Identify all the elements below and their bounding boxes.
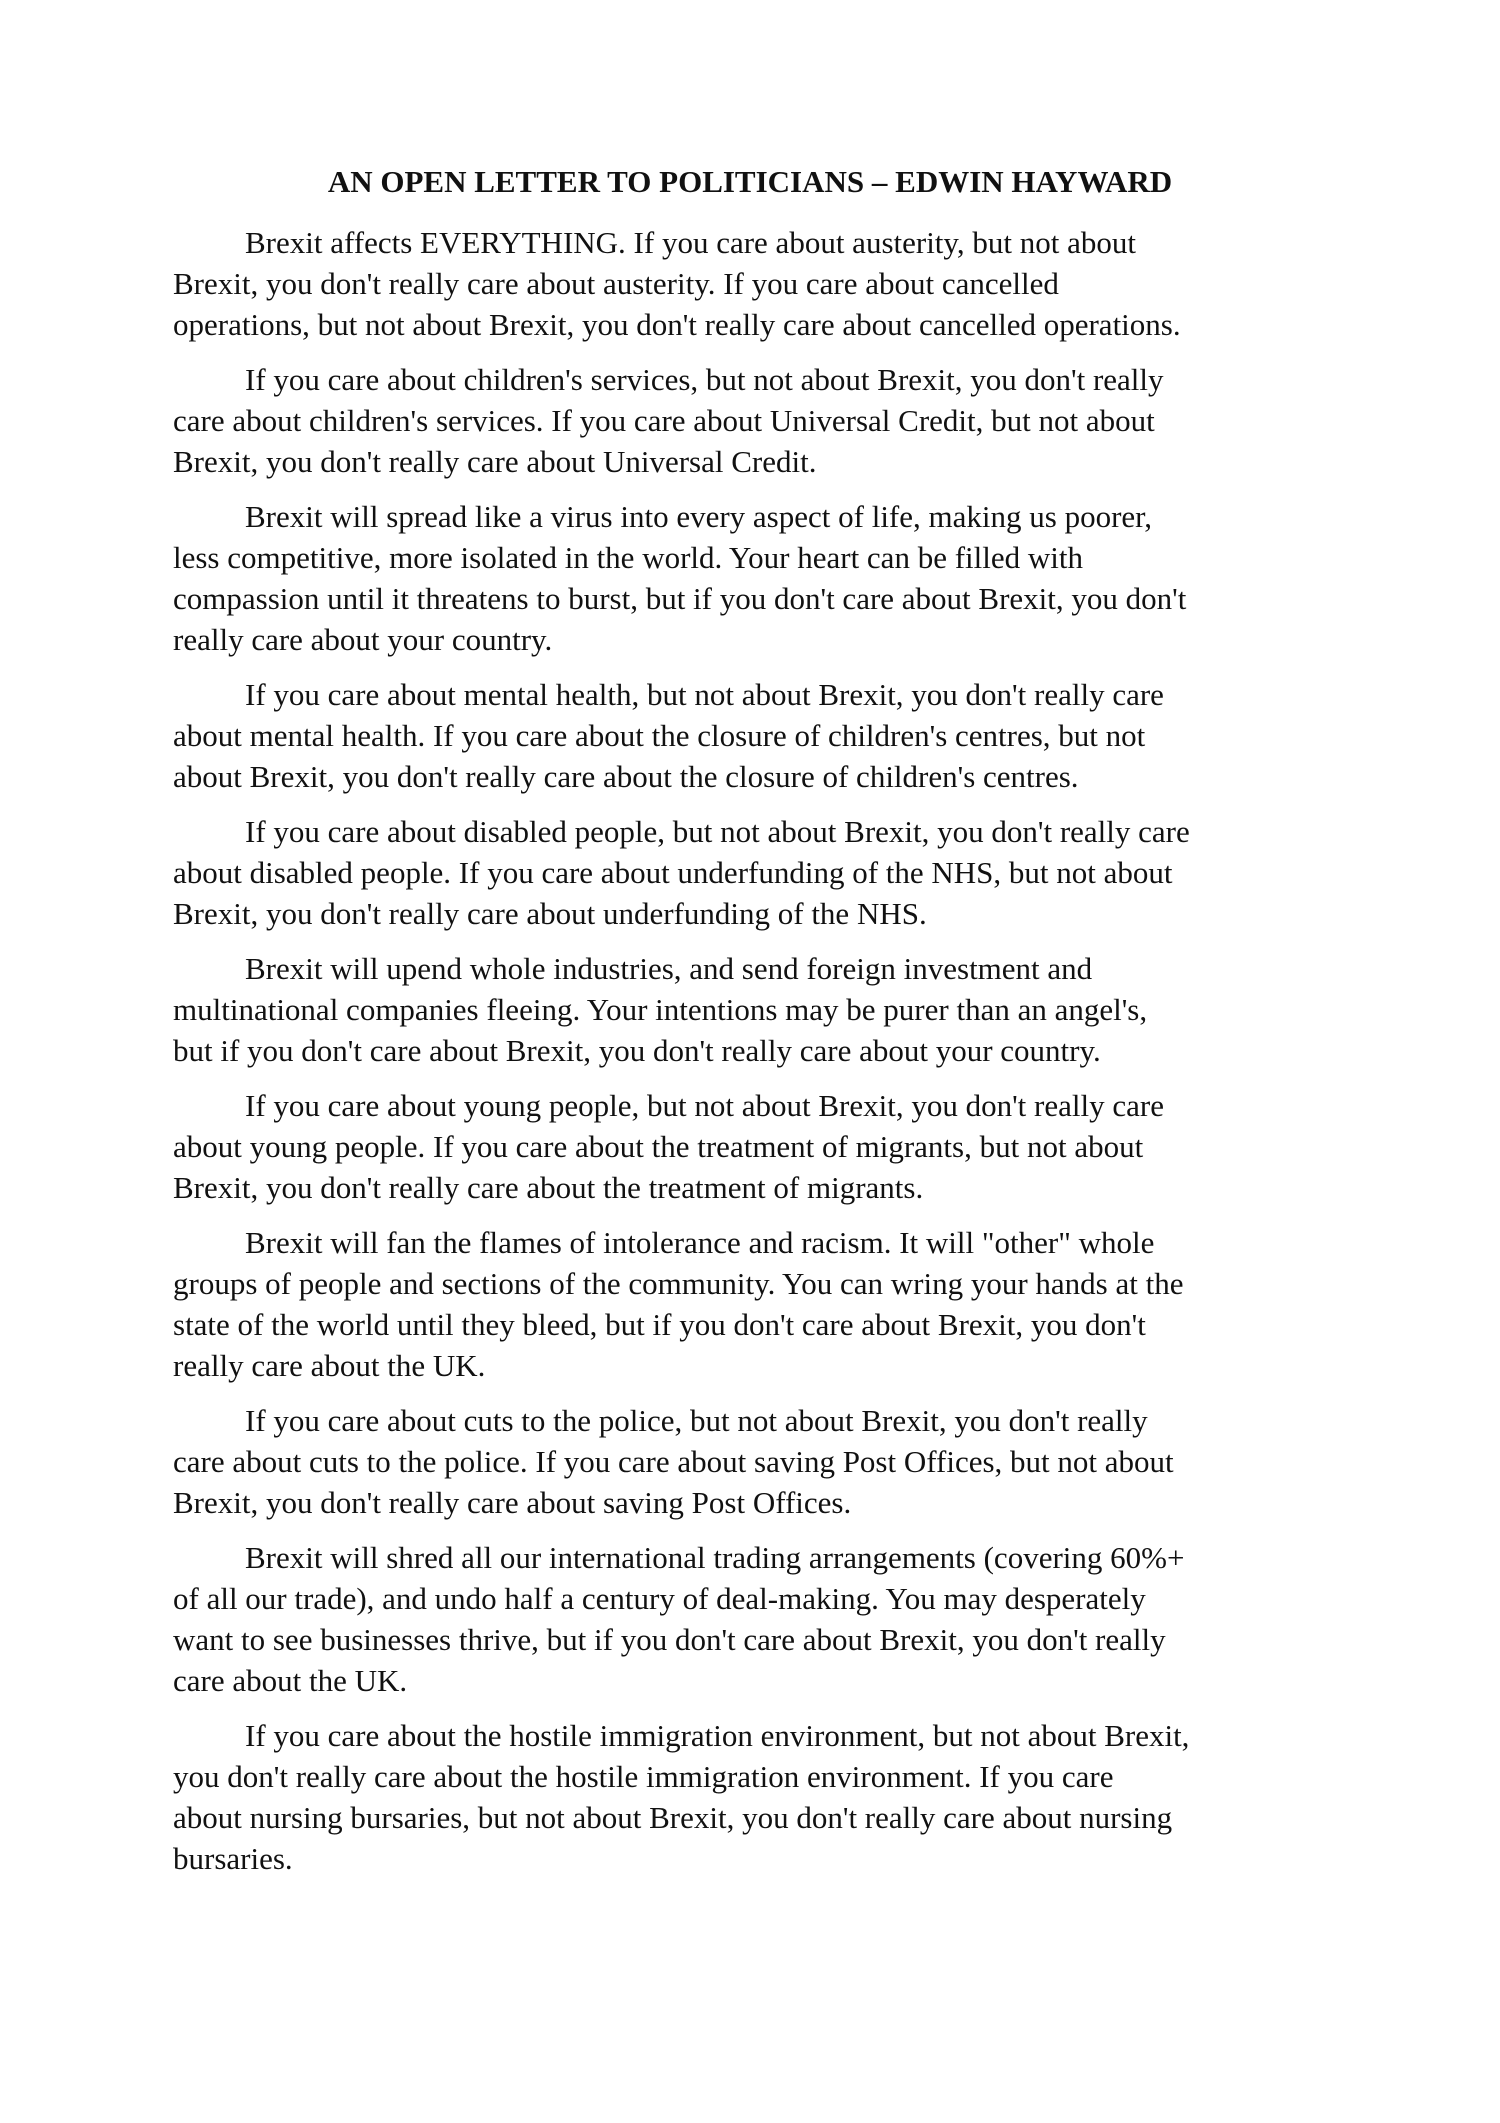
paragraph — [173, 496, 1373, 660]
text-line: about disabled people. If you care about underfunding of the NHS, but not about — [173, 855, 1173, 890]
letter-title: AN OPEN LETTER TO POLITICIANS – EDWIN HAYWARD — [327, 164, 1173, 199]
text-line: If you care about children's services, but not about Brexit, you don't really — [245, 362, 1164, 397]
paragraph — [173, 948, 1373, 1071]
text-line: Brexit, you don't really care about saving Post Offices. — [173, 1485, 852, 1520]
text-line: Brexit, you don't really care about Universal Credit. — [173, 444, 817, 479]
text-line: If you care about disabled people, but not about Brexit, you don't really care — [245, 814, 1190, 849]
text-line: care about children's services. If you care about Universal Credit, but not about — [173, 403, 1155, 438]
text-line: really care about your country. — [173, 622, 553, 657]
text-line: If you care about cuts to the police, but not about Brexit, you don't really — [245, 1403, 1148, 1438]
text-line: care about the UK. — [173, 1663, 408, 1698]
letter-body — [173, 222, 1373, 1893]
text-line: but if you don't care about Brexit, you don't really care about your country. — [173, 1033, 1101, 1068]
paragraph — [173, 1222, 1373, 1386]
text-line: Brexit affects EVERYTHING. If you care about austerity, but not about — [245, 225, 1137, 260]
text-line: groups of people and sections of the community. You can wring your hands at the — [173, 1266, 1184, 1301]
paragraph — [173, 1400, 1373, 1523]
text-line: If you care about the hostile immigration environment, but not about Brexit, — [245, 1718, 1190, 1753]
text-line: you don't really care about the hostile immigration environment. If you care — [173, 1759, 1114, 1794]
text-line: If you care about mental health, but not about Brexit, you don't really care — [245, 677, 1164, 712]
paragraph — [173, 359, 1373, 482]
text-line: about young people. If you care about the treatment of migrants, but not about — [173, 1129, 1144, 1164]
text-line: Brexit, you don't really care about underfunding of the NHS. — [173, 896, 927, 931]
text-line: about mental health. If you care about the closure of children's centres, but not — [173, 718, 1146, 753]
paragraph — [173, 222, 1373, 345]
text-line: Brexit will upend whole industries, and send foreign investment and — [245, 951, 1093, 986]
paragraph — [173, 1085, 1373, 1208]
text-line: of all our trade), and undo half a century of deal-making. You may desperately — [173, 1581, 1146, 1616]
text-line: care about cuts to the police. If you care about saving Post Offices, but not about — [173, 1444, 1174, 1479]
text-line: Brexit will shred all our international trading arrangements (covering 60%+ — [245, 1540, 1185, 1575]
text-line: about nursing bursaries, but not about Brexit, you don't really care about nursing — [173, 1800, 1173, 1835]
text-line: Brexit will spread like a virus into every aspect of life, making us poorer, — [245, 499, 1152, 534]
text-line: state of the world until they bleed, but if you don't care about Brexit, you don't — [173, 1307, 1146, 1342]
text-line: bursaries. — [173, 1841, 293, 1876]
paragraph — [173, 1715, 1373, 1879]
paragraph — [173, 674, 1373, 797]
text-line: really care about the UK. — [173, 1348, 486, 1383]
text-line: about Brexit, you don't really care about the closure of children's centres. — [173, 759, 1079, 794]
paragraph — [173, 1537, 1373, 1701]
text-line: Brexit will fan the flames of intolerance and racism. It will "other" whole — [245, 1225, 1155, 1260]
text-line: multinational companies fleeing. Your intentions may be purer than an angel's, — [173, 992, 1148, 1027]
text-line: Brexit, you don't really care about austerity. If you care about cancelled — [173, 266, 1059, 301]
text-line: Brexit, you don't really care about the treatment of migrants. — [173, 1170, 924, 1205]
text-line: If you care about young people, but not about Brexit, you don't really care — [245, 1088, 1164, 1123]
paragraph — [173, 811, 1373, 934]
text-line: want to see businesses thrive, but if you don't care about Brexit, you don't really — [173, 1622, 1166, 1657]
text-line: less competitive, more isolated in the world. Your heart can be filled with — [173, 540, 1083, 575]
text-line: operations, but not about Brexit, you don't really care about cancelled operations. — [173, 307, 1181, 342]
text-line: compassion until it threatens to burst, but if you don't care about Brexit, you don't — [173, 581, 1187, 616]
